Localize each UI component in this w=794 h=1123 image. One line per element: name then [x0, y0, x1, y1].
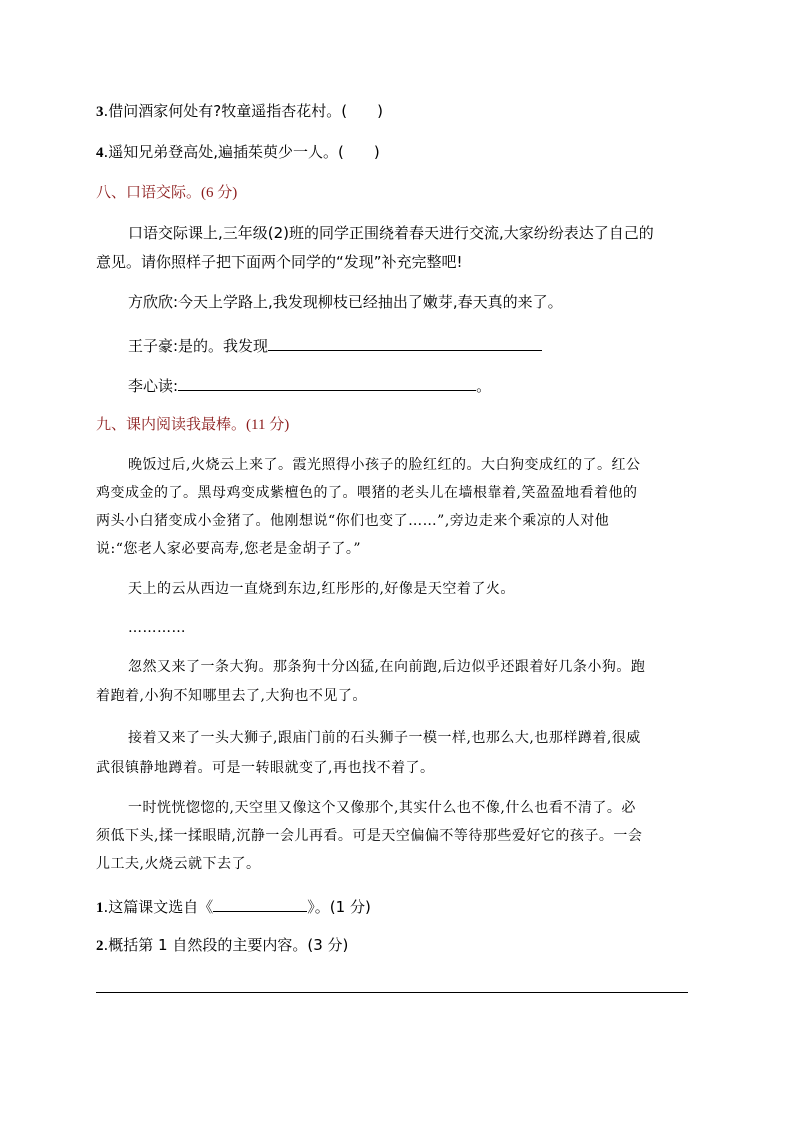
li-suffix: 。 — [476, 377, 492, 395]
section-title: 八、口语交际。 — [96, 183, 202, 201]
question-prefix: .这篇课文选自《 — [103, 898, 214, 916]
question-number: 2 — [96, 938, 104, 954]
question-4 — [96, 142, 380, 163]
passage-p1-line-1: 晚饭过后,火烧云上来了。霞光照得小孩子的脸红红的。大白狗变成红的了。红公 — [128, 457, 641, 473]
li-prefix: 李心读: — [128, 377, 179, 395]
passage-p1-line-3: 两头小白猪变成小金猪了。他刚想说“你们也变了……”,旁边走来个乘凉的人对他 — [96, 513, 610, 529]
source-answer-blank[interactable] — [213, 895, 307, 912]
section-score: (11 分) — [246, 417, 290, 433]
question-3 — [96, 101, 383, 122]
passage-p4-line-1: 接着又来了一头大狮子,跟庙门前的石头狮子一模一样,也那么大,也那样蹲着,很威 — [128, 730, 641, 746]
question-number: 1 — [96, 900, 104, 916]
passage-p1-line-4: 说:“您老人家必要高寿,您老是金胡子了。” — [96, 541, 361, 557]
section-title: 九、课内阅读我最棒。 — [96, 415, 247, 433]
passage-p3-line-2: 着跑着,小狗不知哪里去了,大狗也不见了。 — [96, 688, 367, 704]
passage-ellipsis: ………… — [128, 620, 186, 636]
passage-p5-line-1: 一时恍恍惚惚的,天空里又像这个又像那个,其实什么也不像,什么也看不清了。必 — [128, 800, 636, 816]
section-8-intro-line-1: 口语交际课上,三年级(2)班的同学正围绕着春天进行交流,大家纷纷表达了自己的 — [128, 224, 654, 242]
question-9-2 — [96, 935, 348, 956]
wang-prefix: 王子豪:是的。我发现 — [128, 337, 269, 355]
li-answer-blank[interactable] — [178, 374, 476, 391]
passage-p2: 天上的云从西边一直烧到东边,红彤彤的,好像是天空着了火。 — [128, 581, 515, 597]
question-number: 4 — [96, 145, 104, 161]
example-sentence: 方欣欣:今天上学路上,我发现柳枝已经抽出了嫩芽,春天真的来了。 — [128, 293, 563, 311]
wang-answer-line — [128, 334, 542, 356]
question-text: .借问酒家何处有?牧童遥指杏花村。( ) — [103, 102, 383, 120]
answer-line[interactable] — [96, 992, 688, 993]
wang-answer-blank[interactable] — [268, 334, 542, 351]
section-8-heading — [96, 182, 237, 203]
question-9-1 — [96, 895, 371, 918]
section-8-intro-line-2: 意见。请你照样子把下面两个同学的“发现”补充完整吧! — [96, 253, 463, 271]
question-number: 3 — [96, 104, 104, 120]
question-text: .遥知兄弟登高处,遍插茱萸少一人。( ) — [103, 143, 380, 161]
passage-p3-line-1: 忽然又来了一条大狗。那条狗十分凶猛,在向前跑,后边似乎还跟着好几条小狗。跑 — [128, 659, 646, 675]
section-score: (6 分) — [201, 185, 238, 201]
passage-p1-line-2: 鸡变成金的了。黑母鸡变成紫檀色的了。喂猪的老头儿在墙根靠着,笑盈盈地看着他的 — [96, 485, 638, 501]
li-answer-line — [128, 374, 491, 396]
passage-p5-line-2: 须低下头,揉一揉眼睛,沉静一会儿再看。可是天空偏偏不等待那些爱好它的孩子。一会 — [96, 828, 643, 844]
section-9-heading — [96, 414, 289, 435]
passage-p4-line-2: 武很镇静地蹲着。可是一转眼就变了,再也找不着了。 — [96, 760, 435, 776]
question-suffix: 》。(1 分) — [307, 898, 371, 916]
question-text: .概括第 1 自然段的主要内容。(3 分) — [103, 936, 349, 954]
passage-p5-line-3: 儿工夫,火烧云就下去了。 — [96, 856, 261, 872]
